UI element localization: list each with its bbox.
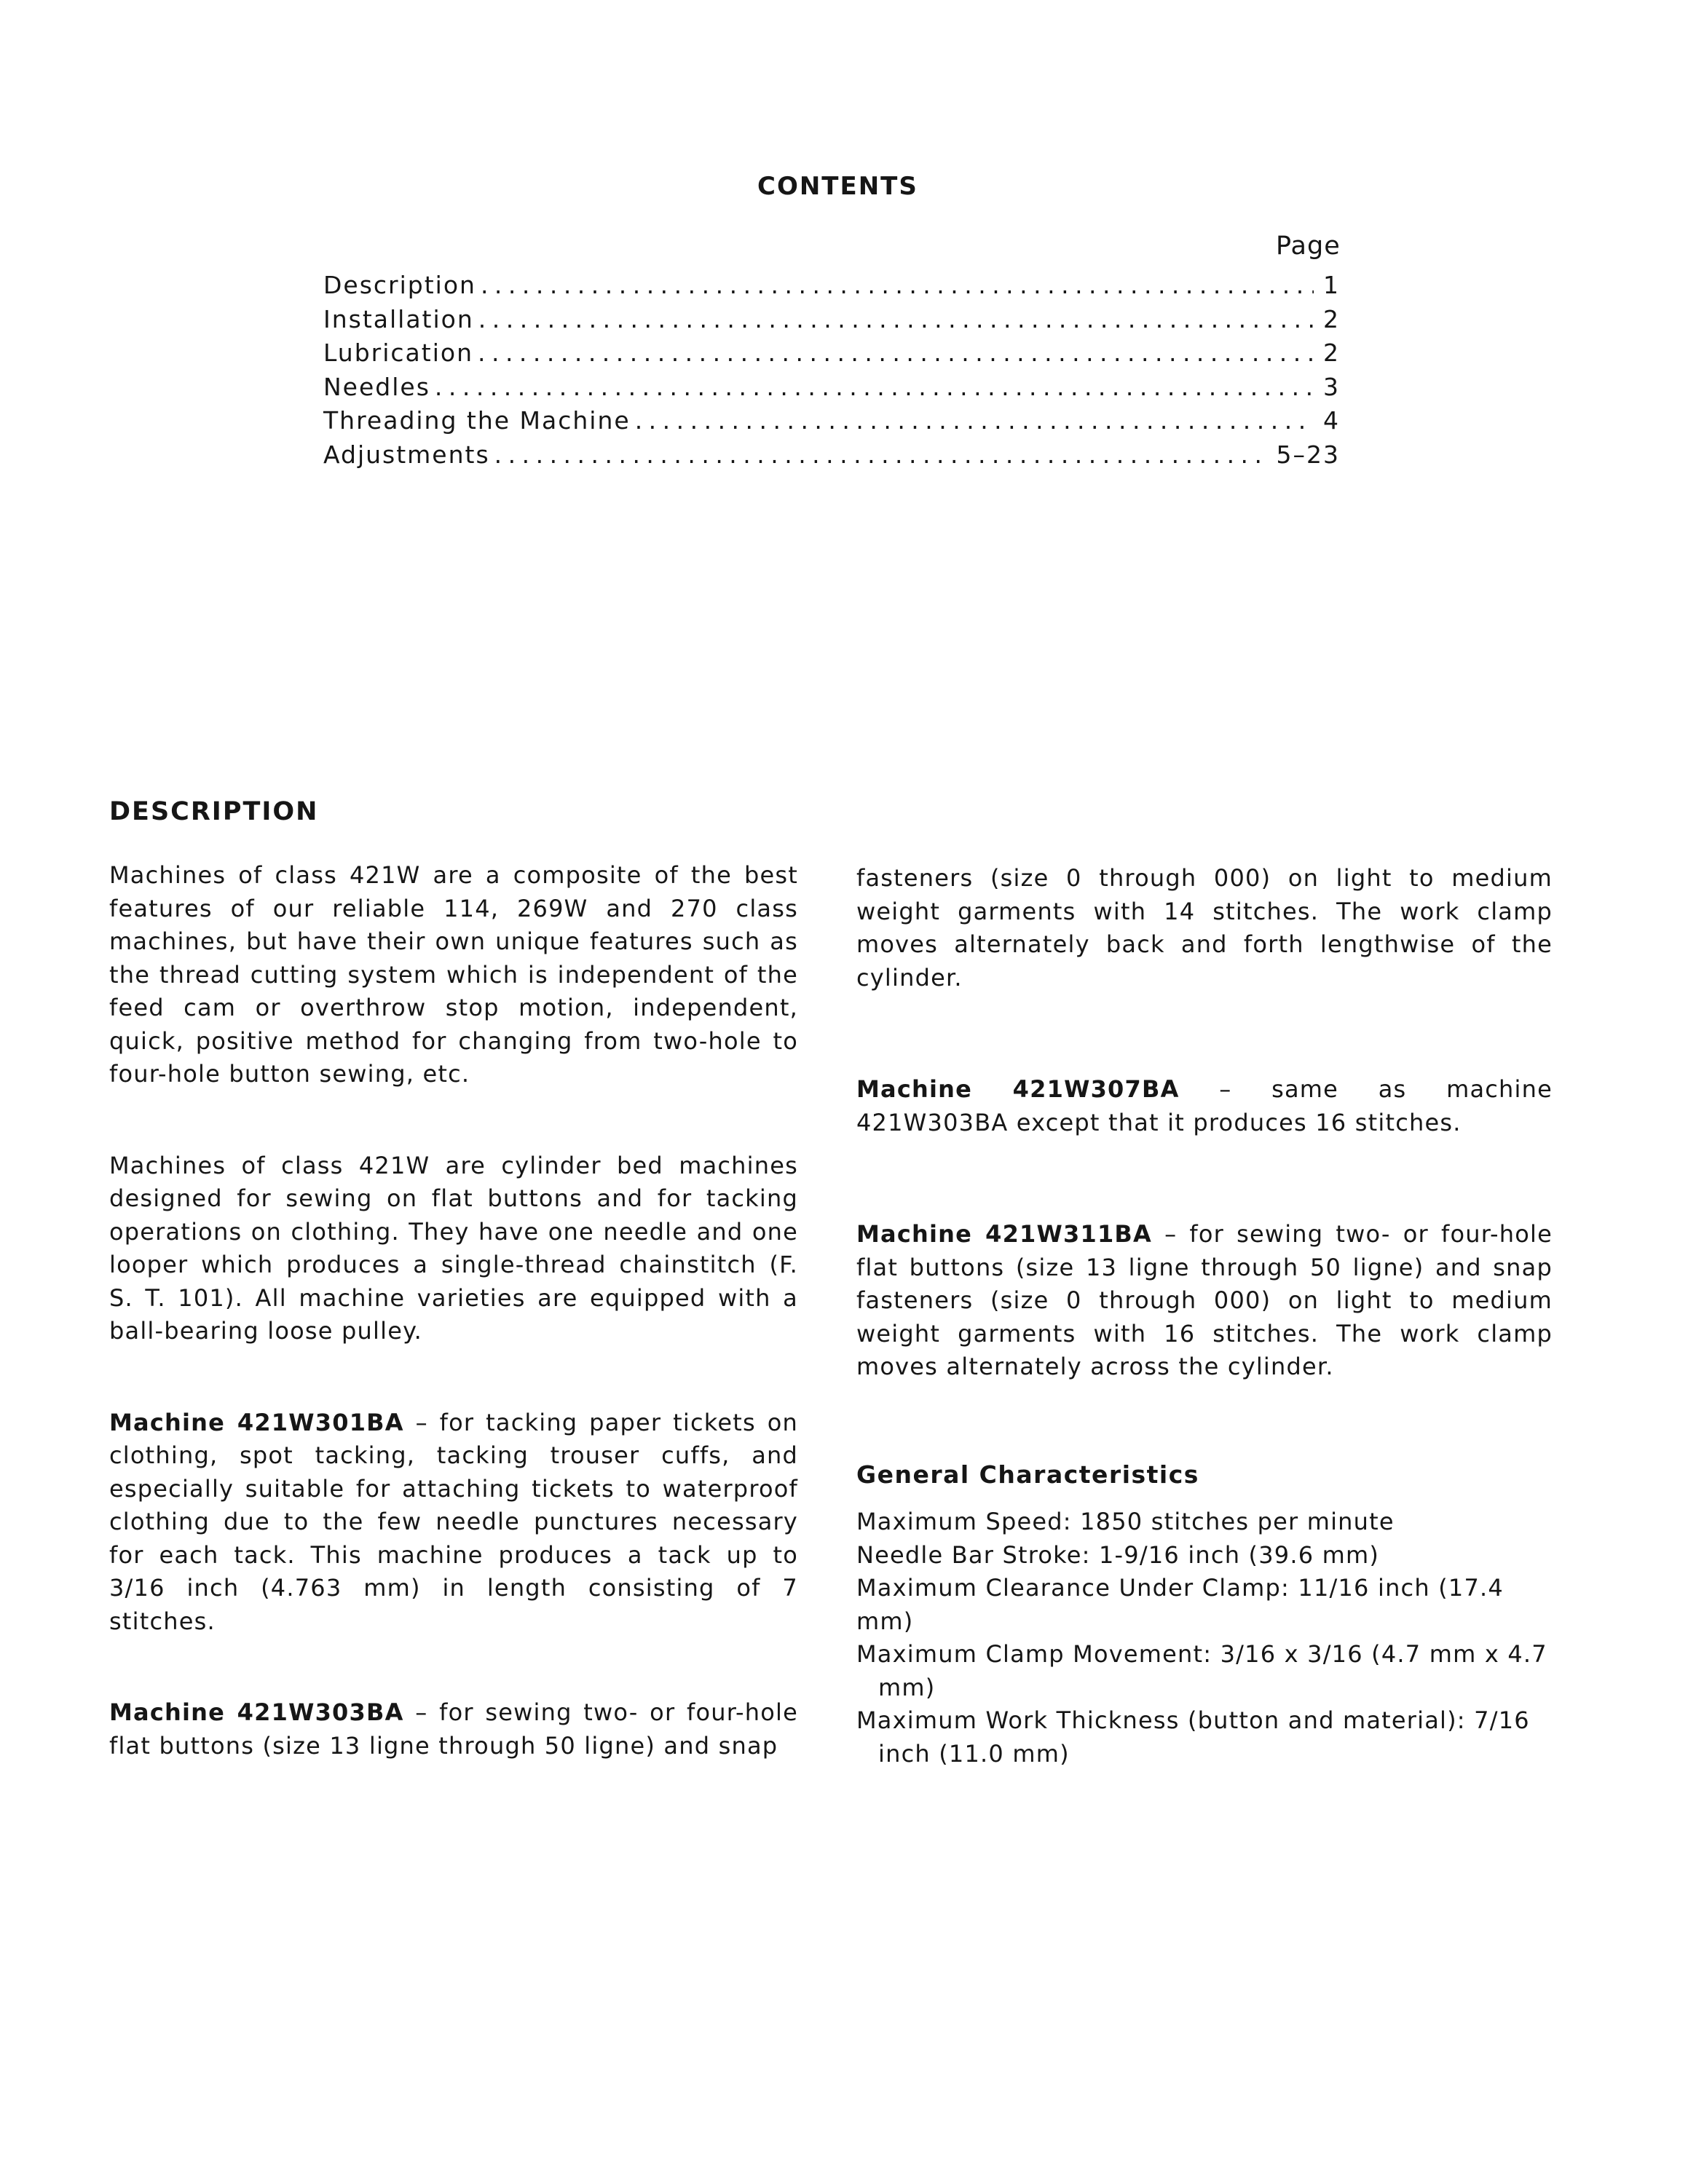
toc-label: Description	[323, 271, 476, 299]
toc-page-number: 1	[1323, 271, 1340, 299]
spec-item: Maximum Clearance Under Clamp: 11/16 inch (17.4 mm)	[856, 1574, 1504, 1635]
left-column	[109, 859, 798, 1762]
toc-page-number: 2	[1323, 304, 1340, 333]
table-of-contents	[323, 271, 1340, 474]
toc-leader-dots	[481, 271, 1314, 299]
toc-leader-dots	[435, 373, 1314, 401]
toc-page-number: 2	[1323, 339, 1340, 367]
general-characteristics-heading: General Characteristics	[856, 1460, 1199, 1489]
spec-item: Maximum Work Thickness (button and material): 7/16 inch (11.0 mm)	[856, 1706, 1530, 1768]
description-heading: DESCRIPTION	[109, 797, 319, 826]
toc-label: Adjustments	[323, 440, 490, 469]
machine-name: Machine 421W311BA	[856, 1220, 1152, 1248]
machine-text: – for sewing two- or four-hole flat buttons (size 13 ligne through 50 ligne) and snap	[109, 1698, 799, 1760]
spec-item: Needle Bar Stroke: 1-9/16 inch (39.6 mm)	[856, 1540, 1380, 1569]
description-paragraph: Machines of class 421W are cylinder bed machines designed for sewing on flat buttons and for tacking operations on clothing. They have one needle and one looper which produces a single-thread chainstitch (F. S. T. 101). All machine varieties are equipped with a ball-bearing loose pulley.	[109, 1151, 798, 1345]
spec-list	[856, 1506, 1553, 1770]
machine-name: Machine 421W301BA	[109, 1408, 404, 1436]
page-column-header: Page	[1276, 232, 1341, 261]
toc-label: Installation	[323, 304, 474, 333]
toc-page-number: 3	[1323, 372, 1340, 401]
machine-name: Machine 421W303BA	[109, 1698, 404, 1726]
toc-entry-lubrication[interactable]	[323, 339, 1340, 373]
machine-paragraph-307	[856, 1073, 1553, 1139]
spec-item: Maximum Clamp Movement: 3/16 x 3/16 (4.7 mm x 4.7 mm)	[856, 1640, 1547, 1701]
machine-text: – same as machine 421W303BA except that it produces 16 stitches.	[856, 1075, 1553, 1136]
machine-paragraph-303	[109, 1696, 798, 1762]
right-column	[856, 862, 1553, 1770]
toc-leader-dots	[635, 406, 1314, 435]
toc-page-number: 5–23	[1276, 440, 1340, 469]
contents-title: CONTENTS	[757, 172, 918, 201]
spec-item: Maximum Speed: 1850 stitches per minute	[856, 1508, 1395, 1535]
machine-name: Machine 421W307BA	[856, 1075, 1180, 1103]
toc-label: Needles	[323, 372, 430, 401]
toc-entry-description[interactable]	[323, 271, 1340, 305]
toc-entry-installation[interactable]	[323, 305, 1340, 339]
toc-entry-adjustments[interactable]	[323, 440, 1340, 475]
toc-leader-dots	[478, 305, 1314, 333]
description-paragraph: Machines of class 421W are a composite of the best features of our reliable 114, 269W and 270 class machines, but have their own unique features such as the thread cutting system which is independent of the feed cam or overthrow stop motion, independent, quick, positive method for changing from two-hole to four-hole button sewing, etc.	[109, 861, 798, 1088]
toc-leader-dots	[478, 339, 1314, 367]
toc-leader-dots	[494, 440, 1269, 469]
toc-entry-needles[interactable]	[323, 373, 1340, 407]
machine-text: – for sewing two- or four-hole flat buttons (size 13 ligne through 50 ligne) and snap fasteners (size 0 through 000) on light to medium weight garments with 16 stitches. The work clamp moves alternately across the cylinder.	[856, 1220, 1553, 1380]
machine-paragraph-301	[109, 1406, 798, 1639]
toc-label: Lubrication	[323, 339, 473, 367]
machine-paragraph-303-continued: fasteners (size 0 through 000) on light to medium weight garments with 14 stitches. The work clamp moves alternately back and forth lengthwise of the cylinder.	[856, 864, 1553, 992]
toc-entry-threading[interactable]	[323, 406, 1340, 440]
toc-label: Threading the Machine	[323, 406, 631, 435]
machine-text: – for tacking paper tickets on clothing, spot tacking, tacking trouser cuffs, and especially suitable for attaching tickets to waterproof clothing due to the few needle punctures necessary for each tack. This machine produces a tack up to 3/16 inch (4.763 mm) in length consisting of 7 stitches.	[109, 1408, 798, 1635]
toc-page-number: 4	[1323, 406, 1340, 435]
machine-paragraph-311	[856, 1218, 1553, 1384]
